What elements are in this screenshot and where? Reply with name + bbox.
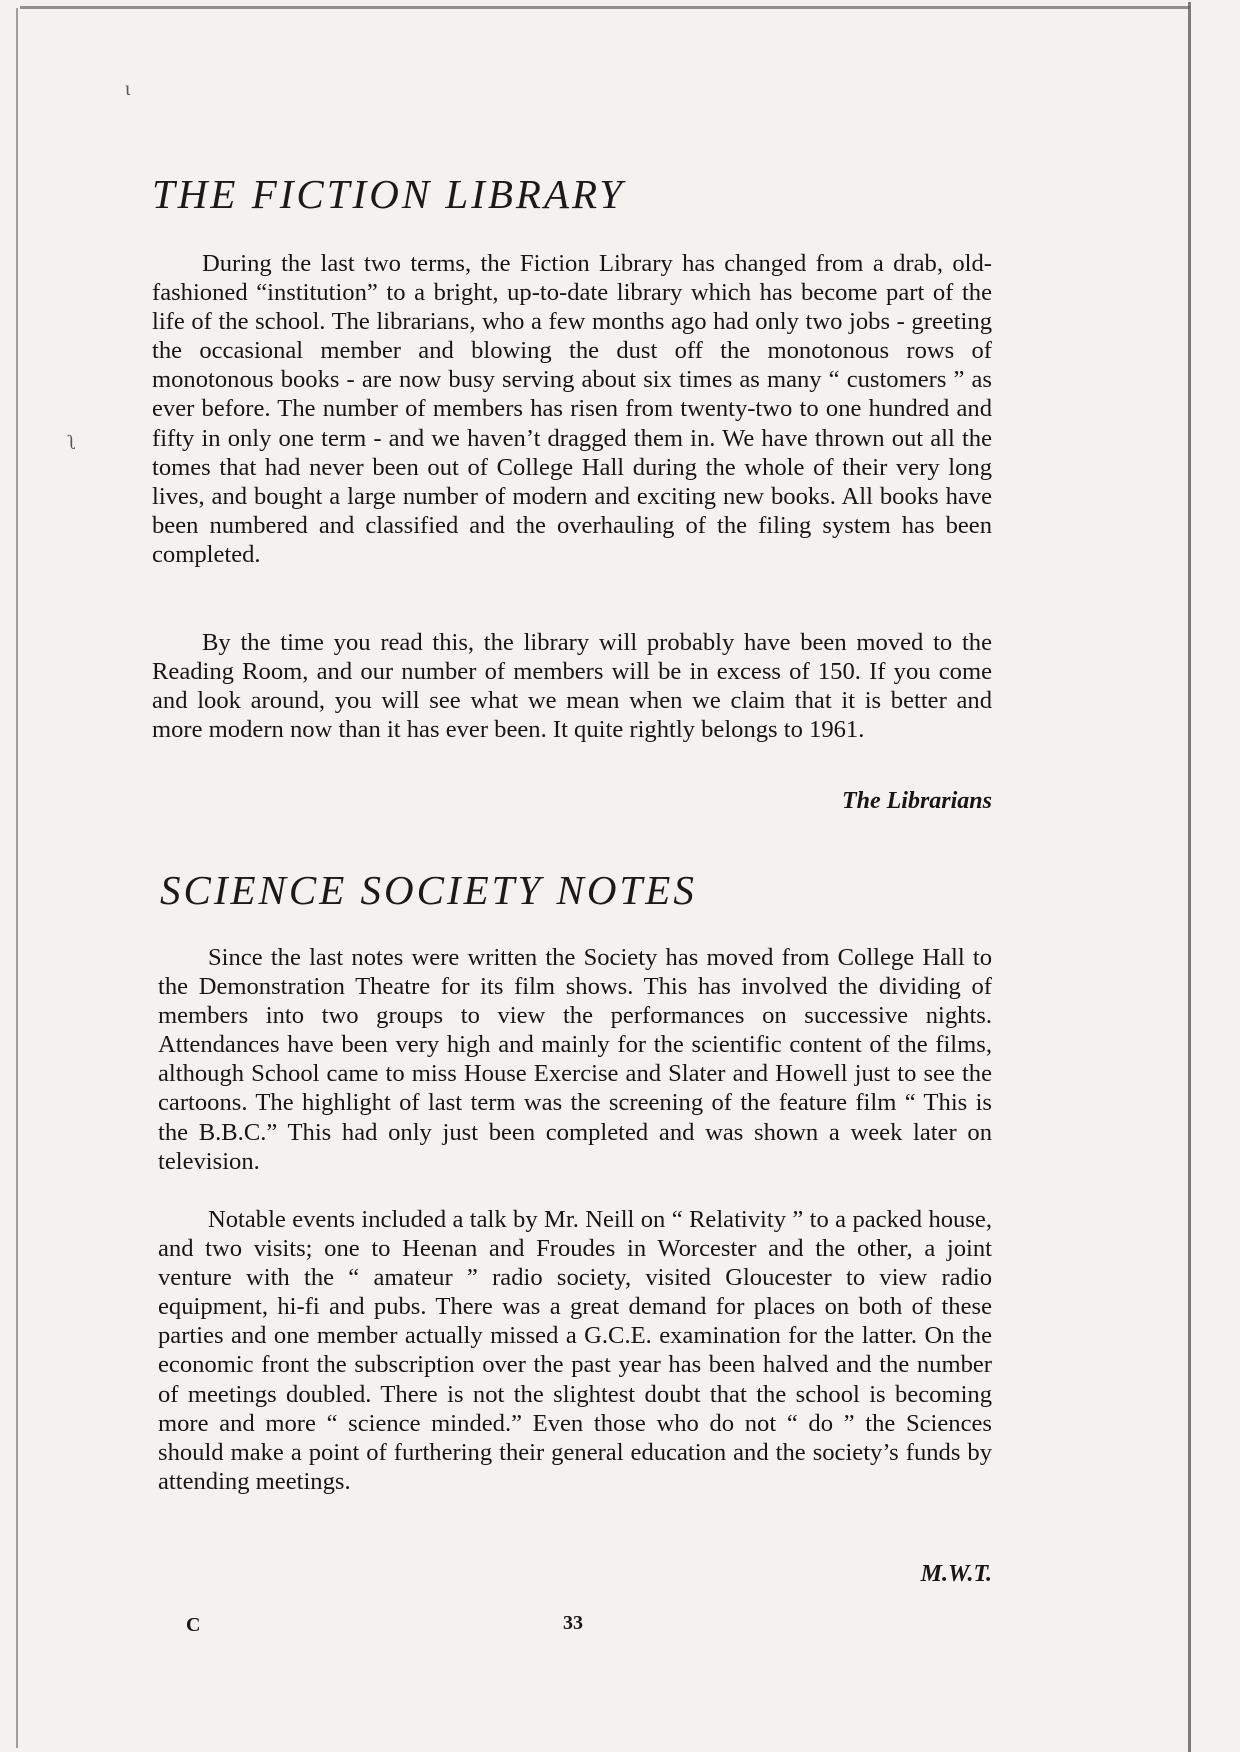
fiction-library-paragraph-1: During the last two terms, the Fiction Library has changed from a drab, old-fashioned “institution” to a bright, up-to-date library which has become part of the life of the school. The librarians, who a few months ago had only two jobs - greeting the occasional member and blowing the dust off the monotonous rows of monotonous books - are now busy serving about six times as many “ customers ” as ever before. The number of members has risen from twenty-two to one hundred and fifty in only one term - and we haven’t dragged them in. We have thrown out all the tomes that had never been out of College Hall during the whole of their very long lives, and bought a large number of modern and exciting new books. All books have been numbered and classified and the overhauling of the filing system has been completed. <box>152 250 992 568</box>
scan-border-left <box>16 8 18 1748</box>
scan-border-top <box>20 6 1190 9</box>
science-society-title: SCIENCE SOCIETY NOTES <box>160 867 697 913</box>
pencil-mark: ɩ <box>125 78 131 100</box>
fiction-library-signature: The Librarians <box>841 788 992 814</box>
science-society-paragraph-2: Notable events included a talk by Mr. Neill on “ Relativity ” to a packed house, and two visits; one to Heenan and Froudes in Worcester and the other, a joint venture with the “ amateur ” radio society, visited Gloucester to view radio equipment, hi-fi and pubs. There was a great demand for places on both of these parties and one member actually missed a G.C.E. examination for the latter. On the economic front the subscription over the past year has been halved and the number of meetings doubled. There is not the slightest doubt that the school is becoming more and more “ science minded.” Even those who do not “ do ” the Sciences should make a point of furthering their general education and the society’s funds by attending meetings. <box>158 1206 992 1495</box>
scan-border-right <box>1188 2 1191 1752</box>
fiction-library-title: THE FICTION LIBRARY <box>152 171 626 217</box>
science-society-paragraph-1: Since the last notes were written the Society has moved from College Hall to the Demonstration Theatre for its film shows. This has involved the dividing of members into two groups to view the performances on successive nights. Attendances have been very high and mainly for the scientific content of the films, although School came to miss House Exercise and Slater and Howell just to see the cartoons. The highlight of last term was the screening of the feature film “ This is the B.B.C.” This had only just been completed and was shown a week later on television. <box>158 944 992 1175</box>
pencil-mark: ʅ <box>68 432 77 454</box>
page-number: 33 <box>563 1612 583 1634</box>
fiction-library-paragraph-2: By the time you read this, the library will probably have been moved to the Reading Room, and our number of members will be in excess of 150. If you come and look around, you will see what we mean when we claim that it is better and more modern now than it has ever been. It quite rightly belongs to 1961. <box>152 629 992 744</box>
science-society-signature: M.W.T. <box>920 1561 992 1587</box>
printer-signature-mark: C <box>186 1614 201 1636</box>
